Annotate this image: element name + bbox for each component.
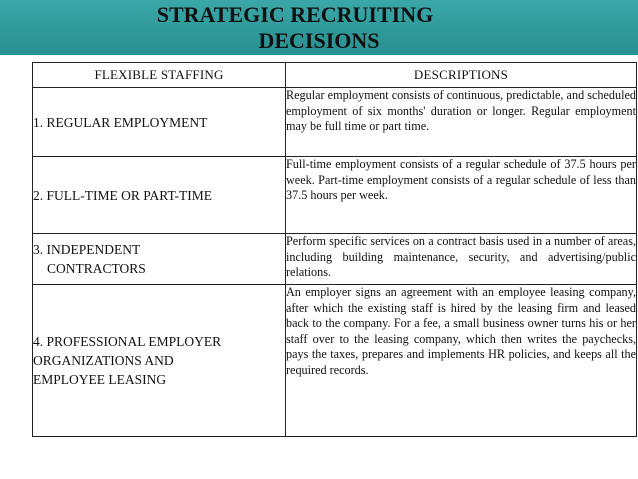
column-header-descriptions: DESCRIPTIONS [286, 63, 637, 88]
staffing-type-cell [33, 234, 286, 285]
staffing-type-cell [33, 157, 286, 234]
staffing-type-label: 1. REGULAR EMPLOYMENT [33, 114, 208, 130]
description-cell: Regular employment consists of continuous, predictable, and scheduled employment of six months' duration or longer. Regular employment may be full time or part time. [286, 88, 637, 157]
page-title [0, 2, 638, 54]
table-row [33, 88, 637, 157]
staffing-type-cell [33, 285, 286, 437]
title-banner [0, 0, 638, 55]
staffing-type-label: 4. PROFESSIONAL EMPLOYER [33, 334, 222, 349]
table-header-row [33, 63, 637, 88]
description-cell: Perform specific services on a contract basis used in a number of areas, including building maintenance, security, and advertising/public relations. [286, 234, 637, 285]
column-header-flexible-staffing: FLEXIBLE STAFFING [33, 63, 286, 88]
table-row [33, 234, 637, 285]
table-row [33, 285, 637, 437]
staffing-type-label: 3. INDEPENDENT [33, 242, 141, 257]
table-row [33, 157, 637, 234]
staffing-type-label: 2. FULL-TIME OR PART-TIME [33, 187, 212, 203]
page-title-line-2: DECISIONS [258, 28, 380, 53]
staffing-type-label-continued: ORGANIZATIONS AND [33, 353, 174, 368]
page-title-line-1: STRATEGIC RECRUITING [156, 2, 434, 27]
staffing-type-label-continued-2: EMPLOYEE LEASING [33, 372, 167, 387]
staffing-type-cell [33, 88, 286, 157]
description-cell: An employer signs an agreement with an employee leasing company, after which the existing staff is hired by the leasing firm and leased back to the company. For a fee, a small business owner turns his or her staff over to the leasing company, which then writes the paychecks, pays the taxes, prepares and implements HR policies, and keeps all the required records. [286, 285, 637, 437]
flexible-staffing-table [32, 62, 637, 437]
staffing-type-label-continued: CONTRACTORS [47, 261, 146, 276]
description-cell: Full-time employment consists of a regular schedule of 37.5 hours per week. Part-time employment consists of a regular schedule of less than 37.5 hours per week. [286, 157, 637, 234]
